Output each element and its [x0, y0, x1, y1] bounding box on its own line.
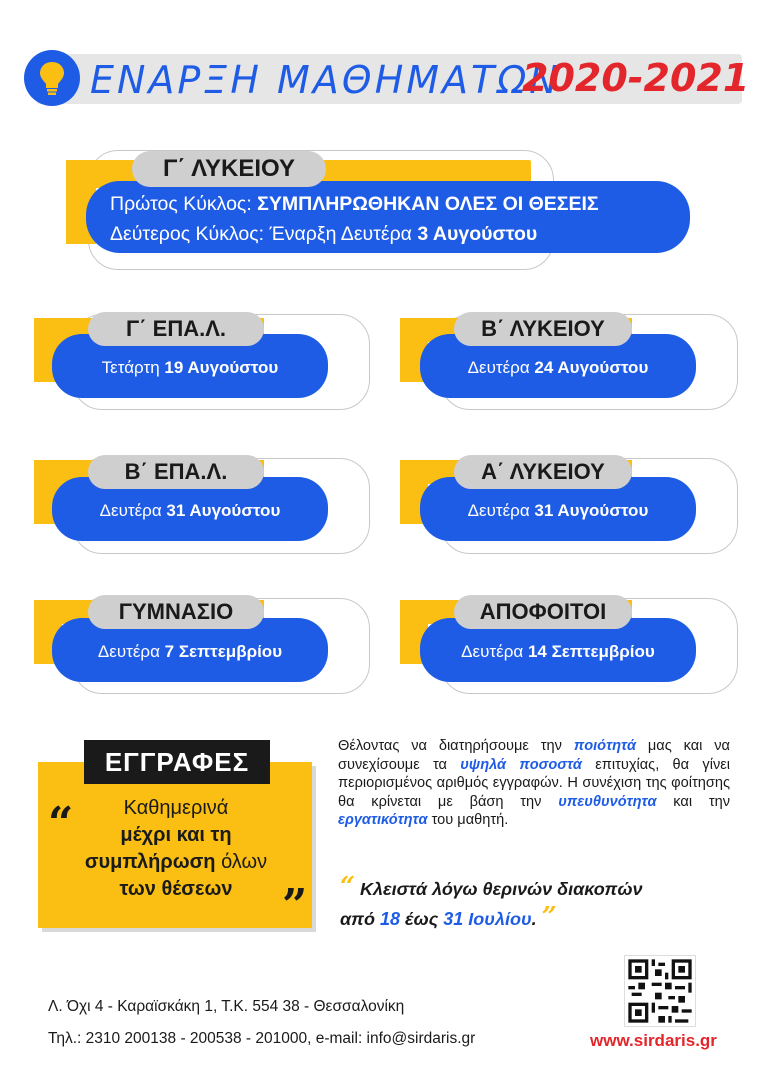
footer-contact[interactable]: Τηλ.: 2310 200138 - 200538 - 201000, e-mail: info@sirdaris.gr: [48, 1030, 476, 1047]
card-date: Δευτέρα 31 Αυγούστου: [99, 501, 281, 520]
card-tag: Β΄ ΛΥΚΕΙΟΥ: [454, 312, 632, 346]
card-date: Τετάρτη 19 Αυγούστου: [101, 358, 279, 377]
card-tag: Α΄ ΛΥΚΕΙΟΥ: [454, 455, 632, 489]
card-tag: ΓΥΜΝΑΣΙΟ: [88, 595, 264, 629]
g-lykeiou-tag: Γ΄ ΛΥΚΕΙΟΥ: [132, 151, 326, 187]
lightbulb-icon: [24, 50, 80, 106]
card-tag: ΑΠΟΦΟΙΤΟΙ: [454, 595, 632, 629]
footer-website-link[interactable]: www.sirdaris.gr: [590, 1031, 717, 1050]
school-year: 2020-2021: [522, 56, 750, 100]
quote-open-icon: “: [340, 872, 355, 902]
quote-close-icon: ”: [541, 902, 557, 932]
registration-text: Καθημερινά μέχρι και τη συμπλήρωση όλων των θέσεων: [84, 797, 268, 900]
card-date: Δευτέρα 31 Αυγούστου: [467, 501, 649, 520]
summer-closure-note: “ Κλειστά λόγω θερινών διακοπών από 18 έως 31 Ιουλίου. ”: [340, 872, 643, 932]
quote-open-icon: “: [48, 798, 74, 849]
g-lykeiou-second-cycle: Δεύτερος Κύκλος: Έναρξη Δευτέρα 3 Αυγούστου: [110, 223, 538, 245]
info-paragraph: Θέλοντας να διατηρήσουμε την ποιότητά μας και να συνεχίσουμε τα υψηλά ποσοστά επιτυχίας, θα γίνει περιορισμένος αριθμός εγγραφών. Η συνέχιση της φοίτησης θα κρίνεται με βάση την υπευθυνότητα και την εργατικότητα του μαθητή.: [338, 738, 730, 828]
qr-code-icon[interactable]: [624, 955, 696, 1027]
card-date: Δευτέρα 14 Σεπτεμβρίου: [461, 642, 655, 661]
card-tag: Β΄ ΕΠΑ.Λ.: [88, 455, 264, 489]
page-title: ΕΝΑΡΞΗ ΜΑΘΗΜΑΤΩΝ: [90, 58, 561, 102]
g-lykeiou-first-cycle: Πρώτος Κύκλος: ΣΥΜΠΛΗΡΩΘΗΚΑΝ ΟΛΕΣ ΟΙ ΘΕΣΕΙΣ: [110, 193, 599, 215]
card-date: Δευτέρα 7 Σεπτεμβρίου: [97, 642, 283, 661]
registration-title: ΕΓΓΡΑΦΕΣ: [84, 740, 270, 784]
footer-address: Λ. Όχι 4 - Καραϊσκάκη 1, Τ.Κ. 554 38 - Θεσσαλονίκη: [48, 998, 405, 1015]
quote-close-icon: ”: [282, 880, 308, 931]
card-tag: Γ΄ ΕΠΑ.Λ.: [88, 312, 264, 346]
card-date: Δευτέρα 24 Αυγούστου: [467, 358, 649, 377]
